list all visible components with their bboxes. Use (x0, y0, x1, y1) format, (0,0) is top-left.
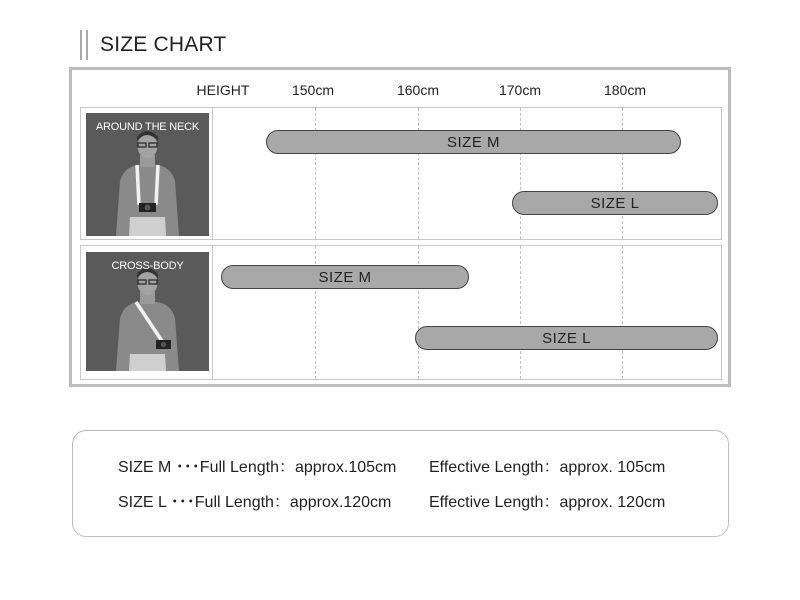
gridline-170 (520, 246, 521, 379)
size-m-effective-length: Effective Length：approx. 105cm (429, 459, 666, 476)
bar-neck-size-m: SIZE M (266, 130, 681, 154)
gridline-160 (418, 108, 419, 239)
section-divider (212, 246, 213, 379)
bar-crossbody-size-l: SIZE L (415, 326, 718, 350)
height-header-label: HEIGHT (196, 82, 250, 98)
size-m-label: SIZE M (118, 459, 172, 476)
title-accent-bar (80, 30, 82, 60)
size-details-box (72, 430, 729, 537)
section-caption: CROSS-BODY (111, 260, 184, 272)
size-l-effective-length: Effective Length：approx. 120cm (429, 494, 666, 511)
gridline-150 (315, 108, 316, 239)
size-m-details (118, 454, 666, 477)
gridline-180 (622, 108, 623, 239)
chart-title-group (80, 30, 226, 60)
size-l-details (118, 489, 666, 512)
gridline-170 (520, 108, 521, 239)
height-tick-label: 170cm (498, 82, 542, 98)
cross-body-photo (86, 252, 209, 371)
section-cross-body (80, 245, 722, 380)
size-m-full-length: ･･･Full Length：approx.105cm (175, 459, 397, 476)
bar-neck-size-l: SIZE L (512, 191, 718, 215)
size-chart (69, 67, 731, 387)
size-l-label: SIZE L (118, 494, 167, 511)
gridline-180 (622, 246, 623, 379)
page-title: SIZE CHART (100, 33, 227, 56)
title-accent-bar (86, 30, 88, 60)
section-around-the-neck (80, 107, 722, 240)
section-divider (212, 108, 213, 239)
height-tick-label: 150cm (291, 82, 335, 98)
size-l-full-length: ･･･Full Length：approx.120cm (170, 494, 392, 511)
bar-crossbody-size-m: SIZE M (221, 265, 469, 289)
height-tick-label: 160cm (396, 82, 440, 98)
section-caption: AROUND THE NECK (95, 121, 200, 133)
around-the-neck-photo (86, 113, 209, 236)
height-tick-label: 180cm (603, 82, 647, 98)
